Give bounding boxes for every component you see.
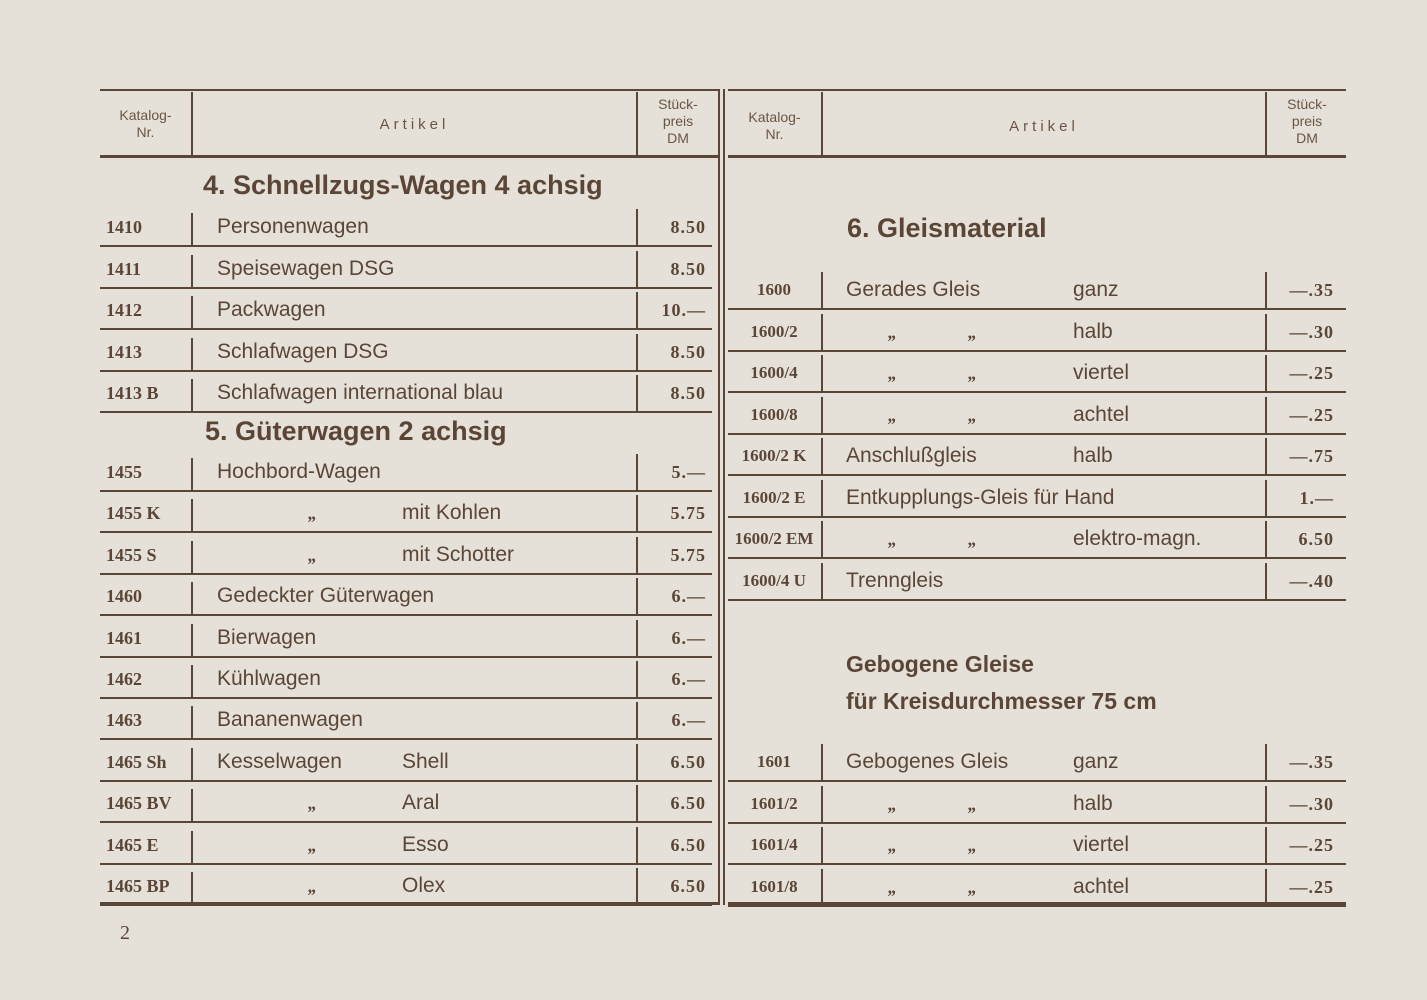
- row-divider: [191, 541, 193, 574]
- unit-price: 6.50: [670, 751, 706, 772]
- row-divider: [821, 521, 823, 558]
- row-rule: [100, 411, 712, 413]
- ditto-mark: „: [308, 544, 317, 565]
- ditto-mark: „: [888, 793, 897, 814]
- catalog-number: 1600/2: [750, 321, 798, 341]
- ditto-mark: „: [308, 834, 317, 855]
- unit-price: —.75: [1289, 446, 1334, 466]
- article-detail: ganz: [1073, 278, 1119, 301]
- row-divider: [191, 255, 193, 288]
- row-divider: [636, 785, 638, 822]
- row-divider: [636, 620, 638, 657]
- unit-price: 10.—: [661, 300, 706, 320]
- table-row: [100, 247, 718, 288]
- table-row: [100, 450, 718, 491]
- table-row: [728, 782, 1346, 823]
- row-divider: [1265, 521, 1267, 558]
- row-divider: [636, 334, 638, 371]
- row-divider: [636, 868, 638, 905]
- row-divider: [191, 706, 193, 739]
- row-divider: [191, 748, 193, 781]
- row-divider: [191, 499, 193, 532]
- row-divider: [821, 827, 823, 864]
- header-rule-right: [728, 155, 1346, 158]
- unit-price: —.25: [1289, 876, 1334, 897]
- unit-price: 8.50: [670, 341, 706, 362]
- unit-price: 5.75: [670, 544, 706, 565]
- row-divider: [636, 744, 638, 781]
- article-detail: achtel: [1073, 874, 1130, 898]
- row-divider: [191, 379, 193, 412]
- row-divider: [191, 338, 193, 371]
- table-row: [728, 476, 1346, 517]
- article-name: Schlafwagen DSG: [217, 339, 389, 363]
- curved-tracks-title: Gebogene Gleise für Kreisdurchmesser 75 cm: [846, 651, 1157, 714]
- table-row: [100, 823, 718, 864]
- ditto-mark: „: [968, 404, 977, 425]
- section-6-title: 6. Gleismaterial: [847, 213, 1047, 243]
- catalog-number: 1462: [106, 669, 142, 689]
- catalog-number: 1413 B: [106, 383, 159, 403]
- article-detail: mit Kohlen: [402, 501, 502, 525]
- table-row: [100, 330, 718, 371]
- row-divider: [1265, 744, 1267, 781]
- catalog-number-header: Katalog- Nr.: [119, 107, 172, 140]
- row-divider: [191, 624, 193, 657]
- catalog-number: 1601/8: [750, 876, 798, 896]
- row-divider: [1265, 397, 1267, 434]
- unit-price: —.35: [1289, 280, 1334, 300]
- section-5-title: 5. Güterwagen 2 achsig: [205, 416, 507, 446]
- catalog-number: 1465 BP: [106, 876, 170, 896]
- row-divider: [821, 314, 823, 351]
- row-divider: [1265, 355, 1267, 392]
- article-name: Kesselwagen: [217, 749, 342, 773]
- catalog-number: 1455 S: [106, 544, 157, 565]
- table-row: [100, 657, 718, 698]
- article-name: Hochbord-Wagen: [217, 460, 381, 483]
- row-divider: [636, 578, 638, 615]
- ditto-mark: „: [968, 363, 977, 383]
- row-divider: [821, 438, 823, 475]
- ditto-mark: „: [888, 529, 897, 549]
- article-name: Gerades Gleis: [846, 278, 981, 301]
- ditto-mark: „: [968, 321, 977, 342]
- row-divider: [636, 537, 638, 574]
- table-row: [728, 310, 1346, 351]
- ditto-mark: „: [308, 876, 317, 896]
- article-detail: elektro-magn.: [1073, 527, 1202, 550]
- ditto-mark: „: [308, 503, 317, 524]
- unit-price: 6.—: [671, 710, 706, 731]
- article-name: Bierwagen: [217, 625, 317, 649]
- row-divider: [191, 213, 193, 246]
- catalog-number: 1600/4: [750, 363, 798, 382]
- article-name: Kühlwagen: [217, 667, 321, 690]
- row-divider: [1265, 272, 1267, 309]
- table-row: [100, 740, 718, 781]
- article-name: Entkupplungs-Gleis für Hand: [846, 485, 1115, 509]
- row-divider: [191, 789, 193, 822]
- catalog-number: 1465 Sh: [106, 751, 167, 772]
- article-detail: Shell: [402, 749, 449, 773]
- catalog-number: 1413: [106, 341, 142, 362]
- unit-price: 8.50: [670, 258, 706, 279]
- table-row: [728, 517, 1346, 558]
- row-divider: [821, 869, 823, 906]
- table-row: [100, 205, 718, 246]
- catalog-number: 1460: [106, 586, 142, 607]
- row-divider: [821, 744, 823, 781]
- unit-price: 6.—: [671, 627, 706, 648]
- article-detail: viertel: [1073, 833, 1130, 856]
- unit-price: 5.—: [671, 462, 706, 482]
- unit-price-header: Stück- preis DM: [658, 96, 698, 146]
- row-divider: [191, 582, 193, 615]
- article-name: Schlafwagen international blau: [217, 381, 504, 404]
- article-detail: halb: [1073, 444, 1113, 467]
- catalog-number: 1600/4 U: [742, 570, 806, 590]
- catalog-number: 1465 E: [106, 834, 159, 855]
- table-row: [728, 434, 1346, 475]
- table-row: [728, 865, 1346, 906]
- row-divider: [636, 495, 638, 532]
- article-detail: achtel: [1073, 402, 1130, 426]
- unit-price: 6.—: [671, 586, 706, 607]
- article-detail: Esso: [402, 832, 449, 856]
- unit-price: —.25: [1289, 363, 1334, 383]
- table-row: [728, 740, 1346, 781]
- catalog-number: 1601/4: [750, 835, 798, 854]
- catalog-number: 1461: [106, 627, 142, 648]
- ditto-mark: „: [968, 835, 977, 855]
- row-divider: [191, 296, 193, 329]
- table-row: [728, 559, 1346, 600]
- section-4-title: 4. Schnellzugs-Wagen 4 achsig: [203, 170, 603, 200]
- row-divider: [1265, 480, 1267, 517]
- row-divider: [821, 786, 823, 823]
- article-name: Bananenwagen: [217, 708, 363, 732]
- article-name: Speisewagen DSG: [217, 256, 395, 280]
- table-row: [100, 698, 718, 739]
- center-double-rule-a: [718, 89, 720, 905]
- table-row: [728, 351, 1346, 392]
- table-row: [100, 864, 718, 905]
- table-row: [100, 533, 718, 574]
- unit-price: 6.50: [670, 793, 706, 814]
- article-detail: Aral: [402, 791, 440, 815]
- catalog-number: 1455 K: [106, 503, 161, 524]
- unit-price: —.35: [1289, 752, 1334, 772]
- article-name: Packwagen: [217, 298, 326, 321]
- row-divider: [821, 563, 823, 600]
- page-number: 2: [120, 922, 130, 944]
- row-divider: [191, 665, 193, 698]
- table-row: [728, 268, 1346, 309]
- row-divider: [636, 454, 638, 491]
- row-divider: [191, 872, 193, 905]
- row-rule: [728, 599, 1346, 601]
- header-rule-left: [100, 155, 720, 158]
- unit-price: —.30: [1289, 321, 1334, 342]
- row-divider: [1265, 827, 1267, 864]
- catalog-number: 1455: [106, 462, 142, 482]
- row-rule: [100, 904, 712, 906]
- row-divider: [191, 458, 193, 491]
- row-divider: [191, 831, 193, 864]
- article-name: Trenngleis: [846, 568, 944, 592]
- article-name: Gebogenes Gleis: [846, 750, 1009, 773]
- catalog-number: 1601: [757, 752, 791, 771]
- row-divider: [636, 702, 638, 739]
- unit-price: 8.50: [670, 217, 706, 237]
- catalog-number: 1412: [106, 300, 142, 320]
- catalog-number: 1600/2 EM: [734, 529, 814, 548]
- catalog-number-header: Katalog- Nr.: [748, 109, 801, 142]
- article-header: Artikel: [379, 116, 450, 133]
- table-row: [100, 781, 718, 822]
- catalog-number: 1600: [757, 280, 791, 299]
- row-divider: [1265, 786, 1267, 823]
- unit-price: 5.75: [670, 503, 706, 524]
- catalog-number: 1600/2 E: [742, 487, 806, 507]
- table-row: [100, 371, 718, 412]
- ditto-mark: „: [968, 876, 977, 897]
- catalog-number: 1600/8: [750, 404, 798, 424]
- catalog-number: 1465 BV: [106, 793, 172, 814]
- article-detail: halb: [1073, 791, 1113, 815]
- catalog-number: 1411: [106, 258, 142, 279]
- table-row: [728, 393, 1346, 434]
- catalog-number: 1600/2 K: [741, 446, 807, 465]
- row-divider: [636, 251, 638, 288]
- unit-price: —.30: [1289, 793, 1334, 814]
- article-detail: mit Schotter: [402, 542, 515, 566]
- article-name: Personenwagen: [217, 215, 369, 238]
- article-header: Artikel: [1009, 118, 1079, 135]
- row-divider: [821, 272, 823, 309]
- row-divider: [1265, 438, 1267, 475]
- table-row: [728, 823, 1346, 864]
- row-divider: [636, 375, 638, 412]
- ditto-mark: „: [308, 793, 317, 814]
- row-divider: [821, 480, 823, 517]
- table-row: [100, 616, 718, 657]
- row-divider: [1265, 563, 1267, 600]
- row-divider: [1265, 314, 1267, 351]
- catalog-number: 1410: [106, 217, 142, 237]
- catalog-number: 1601/2: [750, 793, 798, 813]
- article-detail: viertel: [1073, 361, 1130, 384]
- ditto-mark: „: [888, 363, 897, 383]
- row-rule: [728, 905, 1346, 907]
- table-row: [100, 288, 718, 329]
- unit-price: —.25: [1289, 404, 1334, 425]
- unit-price: 6.50: [670, 876, 706, 896]
- unit-price-header: Stück- preis DM: [1287, 96, 1327, 146]
- row-divider: [636, 827, 638, 864]
- unit-price: 8.50: [670, 383, 706, 403]
- article-name: Anschlußgleis: [846, 444, 977, 467]
- ditto-mark: „: [968, 793, 977, 814]
- unit-price: 6.—: [671, 669, 706, 689]
- ditto-mark: „: [888, 835, 897, 855]
- catalog-number: 1463: [106, 710, 142, 731]
- ditto-mark: „: [888, 876, 897, 897]
- ditto-mark: „: [968, 529, 977, 549]
- row-divider: [1265, 869, 1267, 906]
- top-rule-left: [100, 89, 720, 91]
- ditto-mark: „: [888, 321, 897, 342]
- article-detail: halb: [1073, 319, 1113, 343]
- row-divider: [636, 661, 638, 698]
- center-double-rule-b: [723, 89, 725, 905]
- article-detail: ganz: [1073, 750, 1119, 773]
- row-divider: [636, 209, 638, 246]
- ditto-mark: „: [888, 404, 897, 425]
- unit-price: —.25: [1289, 835, 1334, 855]
- unit-price: 1.—: [1299, 487, 1334, 508]
- table-row: [100, 574, 718, 615]
- row-divider: [821, 355, 823, 392]
- unit-price: —.40: [1289, 570, 1334, 591]
- row-divider: [821, 397, 823, 434]
- article-detail: Olex: [402, 874, 446, 897]
- top-rule-right: [728, 89, 1346, 91]
- unit-price: 6.50: [1298, 529, 1334, 549]
- table-row: [100, 491, 718, 532]
- article-name: Gedeckter Güterwagen: [217, 584, 435, 608]
- row-divider: [636, 292, 638, 329]
- unit-price: 6.50: [670, 834, 706, 855]
